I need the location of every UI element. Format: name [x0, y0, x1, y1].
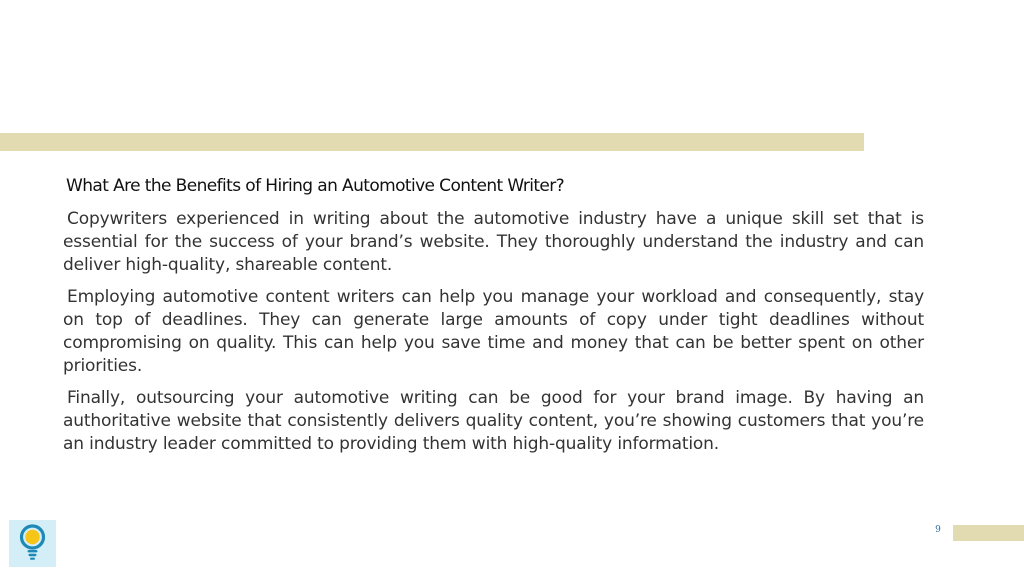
slide-title: What Are the Benefits of Hiring an Automotive Content Writer? [66, 176, 565, 196]
page-number: 9 [935, 525, 941, 535]
body-paragraph: Finally, outsourcing your automotive writing can be good for your brand image. By having an authoritative website that consistently delivers quality content, you’re showing customers that you’re an industry leader committed to providing them with high-quality information. [63, 388, 924, 454]
bottom-accent-band [953, 525, 1024, 541]
body-paragraph: Employing automotive content writers can help you manage your workload and consequently, stay on top of deadlines. They can generate large amounts of copy under tight deadlines without compromising on quality. This can help you save time and money that can be better spent on other priorities. [63, 287, 924, 376]
top-accent-band [0, 133, 864, 151]
logo [9, 520, 56, 567]
lightbulb-icon [9, 520, 56, 567]
slide-body [63, 208, 924, 465]
body-paragraph: Copywriters experienced in writing about the automotive industry have a unique skill set that is essential for the success of your brand’s website. They thoroughly understand the industry and can deliver high-quality, shareable content. [63, 209, 924, 275]
